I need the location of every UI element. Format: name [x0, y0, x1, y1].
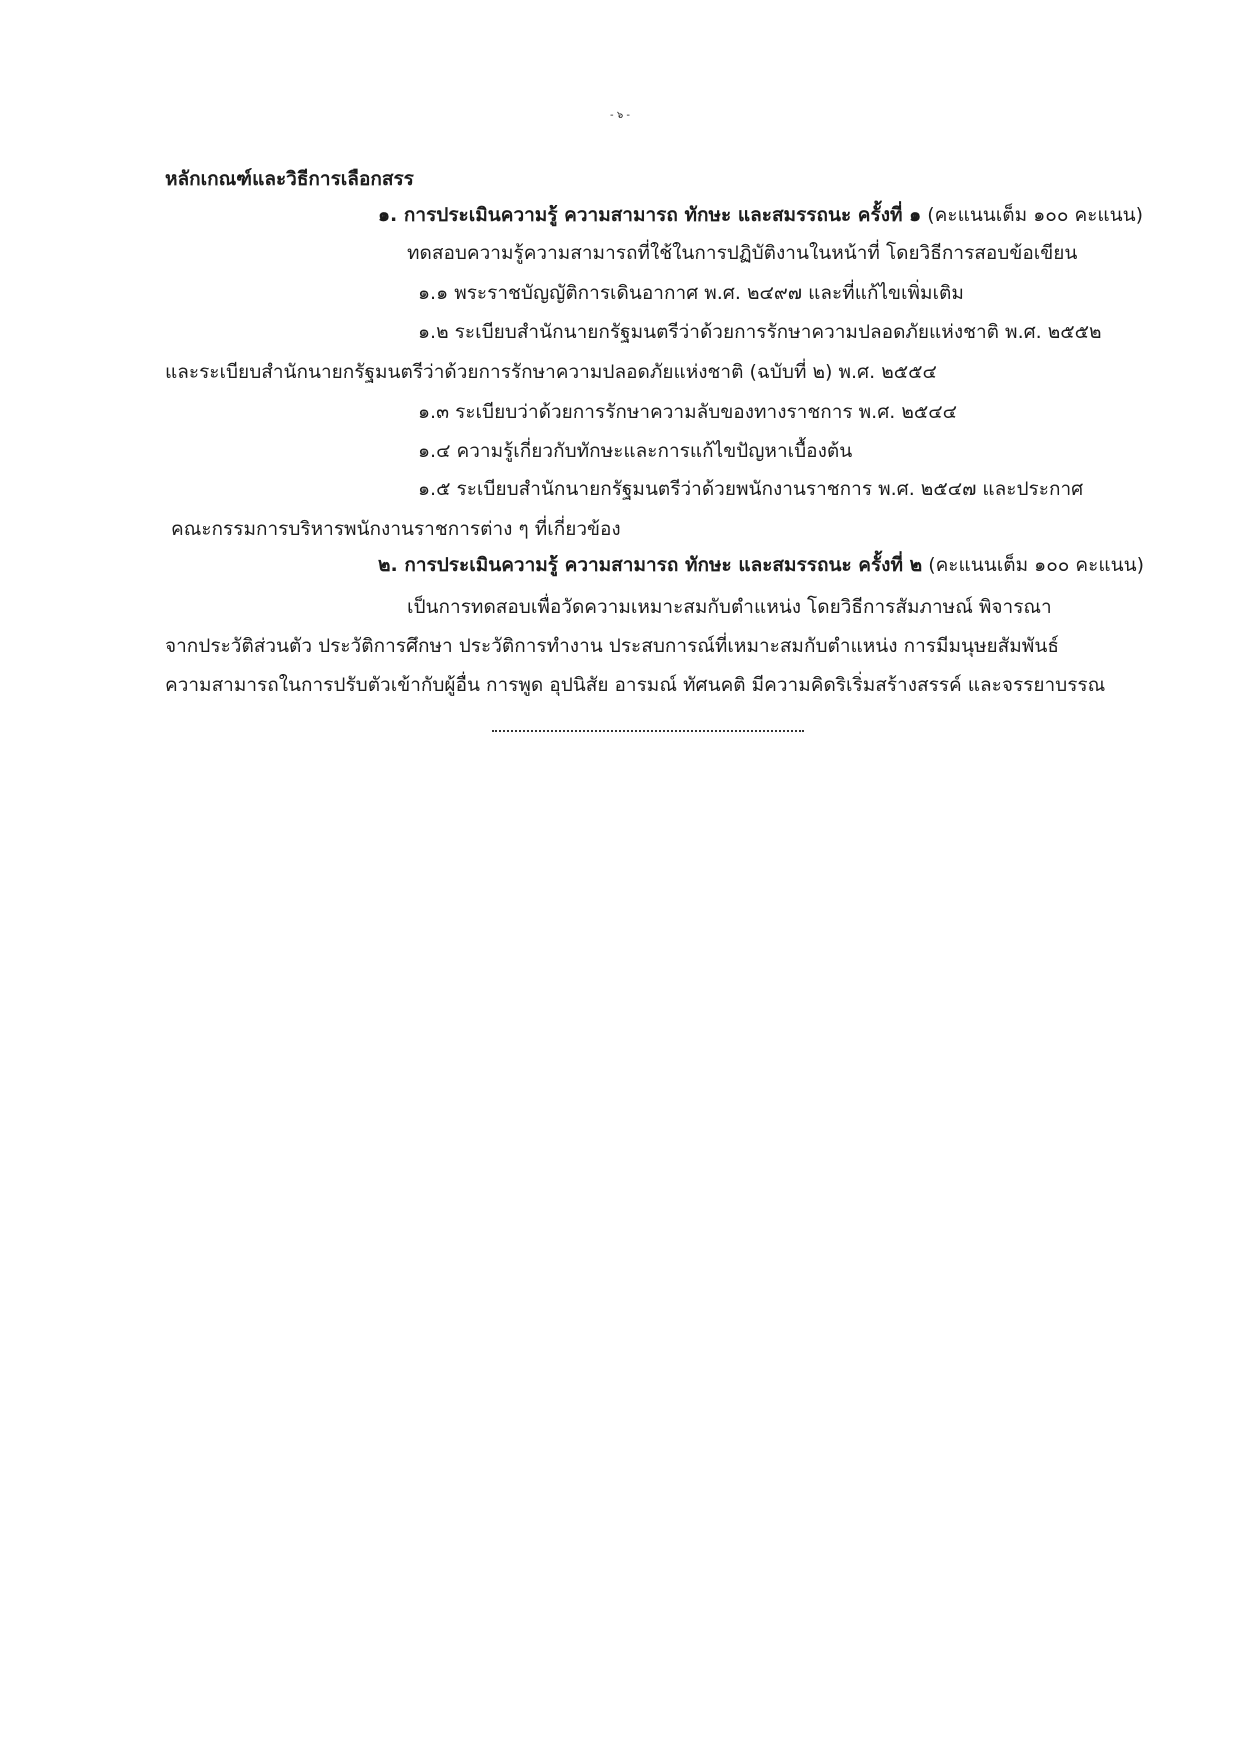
section2-title: ๒. การประเมินความรู้ ความสามารถ ทักษะ และสมรรถนะ ครั้งที่ ๒ [378, 554, 923, 576]
section2-line-1: เป็นการทดสอบเพื่อวัดความเหมาะสมกับตำแหน่ง โดยวิธีการสัมภาษณ์ พิจารณา [407, 596, 1052, 618]
section1-title: ๑. การประเมินความรู้ ความสามารถ ทักษะ และสมรรถนะ ครั้งที่ ๑ [378, 204, 922, 226]
section1-score: (คะแนนเต็ม ๑๐๐ คะแนน) [927, 204, 1144, 226]
section2-line-2: จากประวัติส่วนตัว ประวัติการศึกษา ประวัติการทำงาน ประสบการณ์ที่เหมาะสมกับตำแหน่ง การมีมนุษยสัมพันธ์ [165, 635, 1059, 657]
section1-item-3: ๑.๓ ระเบียบว่าด้วยการรักษาความลับของทางราชการ พ.ศ. ๒๕๔๔ [418, 401, 958, 423]
section1-item-1: ๑.๑ พระราชบัญญัติการเดินอากาศ พ.ศ. ๒๔๙๗ และที่แก้ไขเพิ่มเติม [418, 282, 964, 304]
section1-item-4: ๑.๔ ความรู้เกี่ยวกับทักษะและการแก้ไขปัญหาเบื้องต้น [418, 440, 853, 462]
section-heading: หลักเกณฑ์และวิธีการเลือกสรร [165, 168, 414, 190]
section1-title-line [378, 196, 1143, 234]
section1-item-5-line-2: คณะกรรมการบริหารพนักงานราชการต่าง ๆ ที่เกี่ยวข้อง [171, 518, 621, 540]
section2-line-3: ความสามารถในการปรับตัวเข้ากับผู้อื่น การพูด อุปนิสัย อารมณ์ ทัศนคติ มีความคิดริเริ่มสร้างสรรค์ และจรรยาบรรณ [165, 674, 1106, 696]
section1-item-5-line-1: ๑.๕ ระเบียบสำนักนายกรัฐมนตรีว่าด้วยพนักงานราชการ พ.ศ. ๒๕๔๗ และประกาศ [418, 478, 1084, 500]
section2-title-line [378, 546, 1144, 584]
page-number: - ๖ - [610, 110, 630, 121]
section1-item-2-line-2: และระเบียบสำนักนายกรัฐมนตรีว่าด้วยการรักษาความปลอดภัยแห่งชาติ (ฉบับที่ ๒) พ.ศ. ๒๕๕๔ [165, 361, 937, 383]
section2-score: (คะแนนเต็ม ๑๐๐ คะแนน) [928, 554, 1144, 576]
section1-intro: ทดสอบความรู้ความสามารถที่ใช้ในการปฏิบัติงานในหน้าที่ โดยวิธีการสอบข้อเขียน [407, 242, 1078, 264]
section1-item-2-line-1: ๑.๒ ระเบียบสำนักนายกรัฐมนตรีว่าด้วยการรักษาความปลอดภัยแห่งชาติ พ.ศ. ๒๕๕๒ [418, 321, 1102, 343]
end-dotted-divider [492, 730, 804, 732]
